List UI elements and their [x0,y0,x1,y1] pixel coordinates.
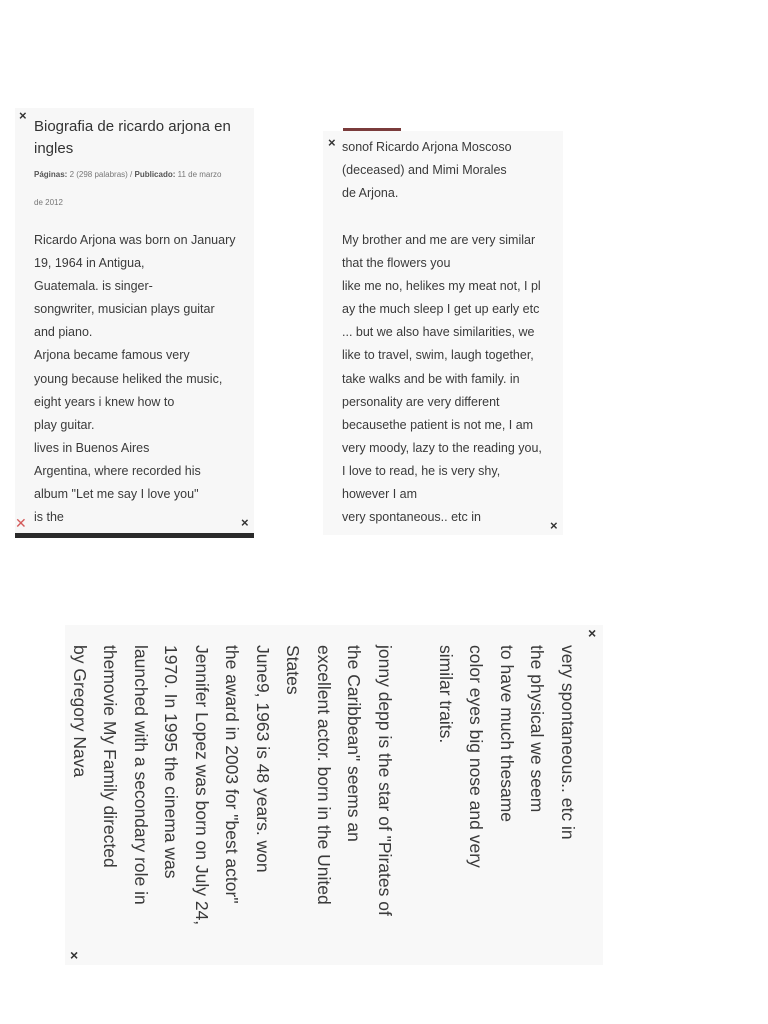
text-line: (deceased) and Mimi Morales [342,163,507,178]
close-icon[interactable]: × [588,625,597,641]
rotated-content [65,625,603,945]
published-value: 11 de marzo [175,170,222,179]
text-line: by Gregory Nava [70,645,90,778]
text-line: very moody, lazy to the reading you, [342,440,542,455]
close-icon[interactable]: × [328,135,336,150]
biography-panel-2 [323,131,563,535]
text-line: young because heliked the music, [34,371,223,386]
pages-value: 2 (298 palabras) / [67,170,135,179]
close-icon[interactable]: × [241,515,249,530]
text-line: de Arjona. [342,186,399,201]
pages-label: Páginas: [34,170,68,179]
text-line: jonny depp is the star of "Pirates of [375,645,395,916]
text-line: the physical we seem [527,645,548,813]
text-line: Guatemala. is singer- [34,279,153,294]
text-line: sonof Ricardo Arjona Moscoso [342,140,512,154]
text-line: take walks and be with family. in [342,371,520,386]
text-line: I love to read, he is very shy, [342,463,501,478]
text-line: My brother and me are very similar [342,233,536,247]
text-line: excellent actor. born in the United [314,645,334,905]
biography-panel-1 [15,108,254,534]
close-icon[interactable]: × [19,108,27,123]
published-value-cont: de 2012 [34,198,63,207]
text-line-blank [400,645,431,925]
close-icon[interactable]: × [70,947,79,963]
text-line: to have much thesame [497,645,517,823]
published-label: Publicado: [134,170,176,179]
text-line: eight years i knew how to [34,394,175,409]
text-line: launched with a secondary role in [131,645,151,905]
text-line: 1970. In 1995 the cinema was [161,645,182,879]
text-line: play guitar. [34,417,95,432]
text-line: Ricardo Arjona was born on January [34,233,236,247]
text-line: Jennifer Lopez was born on July 24, [192,645,212,926]
text-line: like me no, helikes my meat not, I pl [342,279,541,294]
text-line: very spontaneous.. etc in [342,510,481,525]
document-meta [34,161,249,217]
text-line: songwriter, musician plays guitar [34,302,215,317]
text-line: becausethe patient is not me, I am [342,417,534,432]
biography-text [34,229,249,529]
text-line: color eyes big nose and very [466,645,487,868]
panel-bottom-bar [15,533,254,538]
text-line: themovie My Family directed [100,645,121,868]
title-line-1: Biografia de ricardo arjona en [34,118,231,135]
text-line: album "Let me say I love you" [34,487,199,502]
text-line: the award in 2003 for "best actor" [222,645,243,904]
text-line: and piano. [34,325,93,340]
close-icon[interactable]: ✕ [15,515,27,531]
close-icon[interactable]: × [550,518,558,533]
document-title [34,116,249,160]
text-line: States [283,645,304,695]
biography-text [342,229,560,529]
text-line: ay the much sleep I get up early etc [342,302,540,317]
text-line: June9, 1963 is 48 years. won [253,645,273,873]
text-line: the Caribbean" seems an [344,645,365,842]
text-line: that the flowers you [342,256,451,271]
text-line: like to travel, swim, laugh together, [342,348,534,363]
text-line: however I am [342,487,418,502]
text-line: 19, 1964 in Antigua, [34,256,145,271]
text-line: Arjona became famous very [34,348,190,363]
text-line: is the [34,510,64,525]
biography-panel-3-rotated [65,625,603,965]
text-line: very spontaneous.. etc in [558,645,578,840]
text-line: ... but we also have similarities, we [342,325,535,340]
text-line: Argentina, where recorded his [34,463,201,478]
text-line: similar traits. [436,645,456,744]
biography-text [65,645,584,925]
text-line: personality are very different [342,394,500,409]
title-line-2: ingles [34,140,74,157]
biography-text-top [342,136,560,205]
text-line: lives in Buenos Aires [34,440,150,455]
